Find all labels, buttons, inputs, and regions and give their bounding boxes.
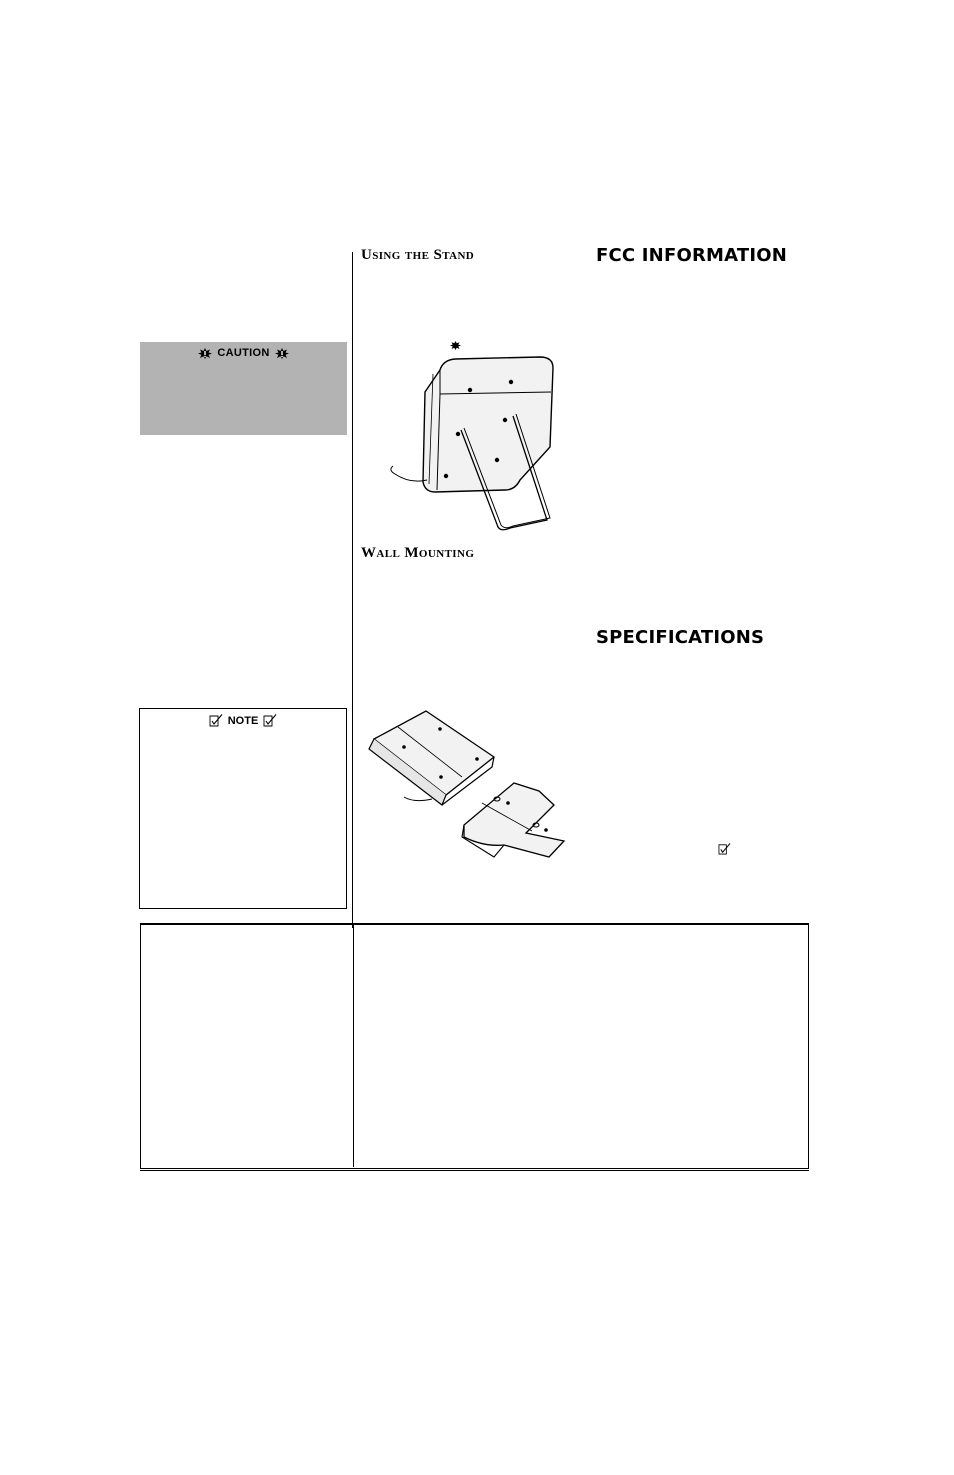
caution-heading: [140, 347, 347, 359]
warning-star-icon: [275, 348, 289, 359]
note-label: NOTE: [227, 714, 259, 727]
column-divider: [352, 252, 353, 928]
bottom-rule: [140, 1170, 809, 1171]
fcc-information-heading: FCC INFORMATION: [596, 245, 787, 266]
caution-box: [140, 342, 347, 435]
note-heading: [140, 714, 346, 727]
specifications-heading: SPECIFICATIONS: [596, 627, 765, 648]
wall-mount-illustration: [364, 707, 576, 865]
wall-mounting-heading: Wall Mounting: [361, 545, 475, 561]
pencil-check-icon: [263, 714, 277, 727]
warning-star-icon: [450, 341, 461, 350]
pencil-check-icon: [718, 843, 731, 855]
warning-star-icon: [198, 348, 212, 359]
pencil-check-icon: [209, 714, 223, 727]
stand-illustration: [385, 352, 560, 537]
using-stand-heading: Using the Stand: [361, 247, 475, 263]
caution-label: CAUTION: [217, 347, 270, 359]
bottom-panel: [140, 923, 809, 1169]
note-box: [139, 708, 347, 909]
